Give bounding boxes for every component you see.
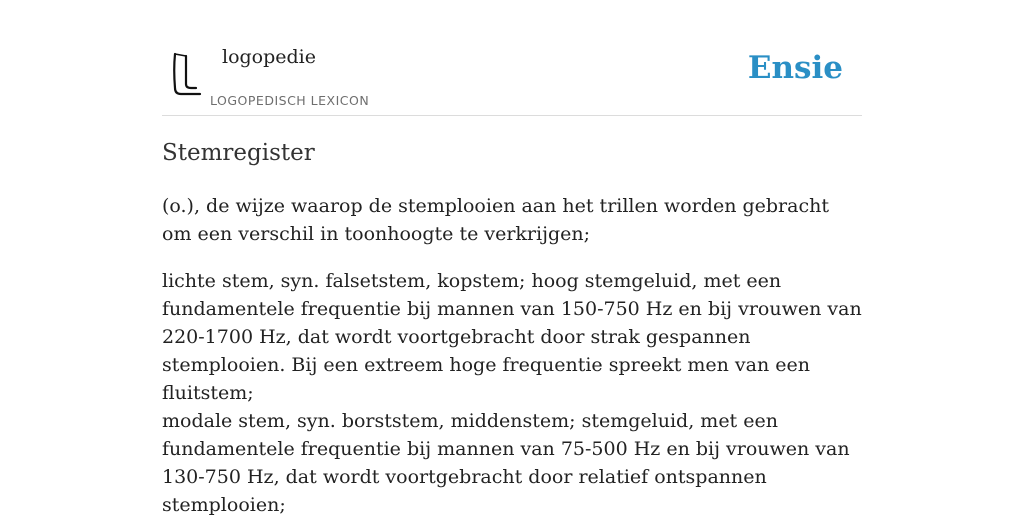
entry-definition-paragraph: lichte stem, syn. falsetstem, kopstem; hoog stemgeluid, met een fundamentele frequentie bij mannen van 150-750 Hz en bij vrouwen van 220-1700 Hz, dat wordt voortgebracht door strak gespannen stemplooien. Bij een extreem hoge frequentie spreekt men van een fluitstem; (162, 270, 862, 404)
entry-definition-paragraph: modale stem, syn. borststem, middenstem; stemgeluid, met een fundamentele frequentie bij mannen van 75-500 Hz en bij vrouwen van 130-750 Hz, dat wordt voortgebracht door relatief ontspannen stemplooien; (162, 410, 850, 516)
site-subtitle: LOGOPEDISCH LEXICON (210, 93, 370, 108)
page-container (162, 0, 862, 516)
site-header (162, 0, 862, 116)
letter-l-logo-icon[interactable] (166, 48, 206, 98)
ensie-brand-logo[interactable]: Ensie (747, 50, 843, 86)
entry-term-title: Stemregister (162, 140, 315, 166)
entry-definition-paragraph: (o.), de wijze waarop de stemplooien aan het trillen worden gebracht om een verschil in toonhoogte te verkrijgen; (162, 195, 829, 245)
site-name-link[interactable]: logopedie (222, 46, 317, 68)
